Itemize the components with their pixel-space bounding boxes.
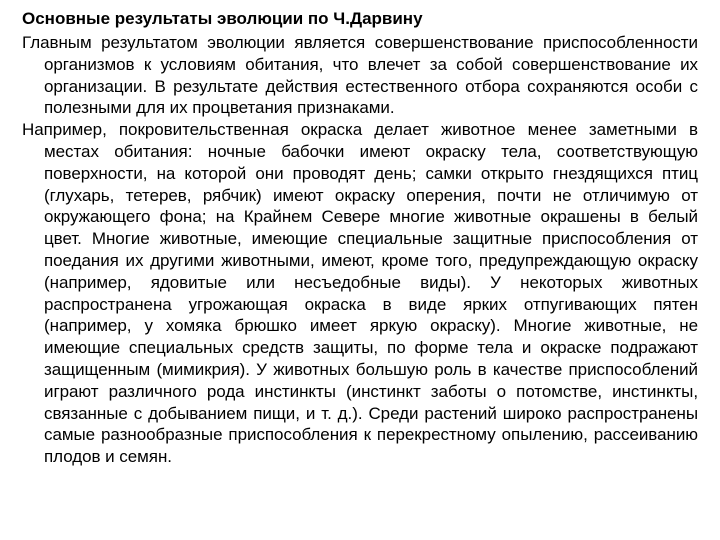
slide-title: Основные результаты эволюции по Ч.Дарвину	[22, 9, 423, 28]
slide-content	[22, 8, 698, 532]
paragraph-examples: Например, покровительственная окраска делает животное менее заметными в местах обитания: ночные бабочки имеют окраску тела, соответствующую поверхности, на которой они проводят день; самки открыто гнездящихся птиц (глухарь, тетерев, рябчик) имеют окраску оперения, почти не отличимую от окружающего фона; на Крайнем Севере многие животные окрашены в белый цвет. Многие животные, имеющие специальные защитные приспособления от поедания их другими животными, имеют, кроме того, предупреждающую окраску (например, ядовитые или несъедобные виды). У некоторых животных распространена угрожающая окраска в виде ярких отпугивающих пятен (например, у хомяка брюшко имеет яркую окраску). Многие животные, не имеющие специальных средств защиты, по форме тела и окраске подражают защищенным (мимикрия). У животных большую роль в качестве приспособлений играют различного рода инстинкты (инстинкт заботы о потомстве, инстинкты, связанные с добыванием пищи, и т. д.). Среди растений широко распространены самые разнообразные приспособления к перекрестному опылению, рассеиванию плодов и семян.	[22, 120, 698, 467]
paragraph-main-result: Главным результатом эволюции является совершенствование приспособленности организмов к условиям обитания, что влечет за собой совершенствование их организации. В результате действия естественного отбора сохраняются особи с полезными для их процветания признаками.	[22, 33, 698, 118]
